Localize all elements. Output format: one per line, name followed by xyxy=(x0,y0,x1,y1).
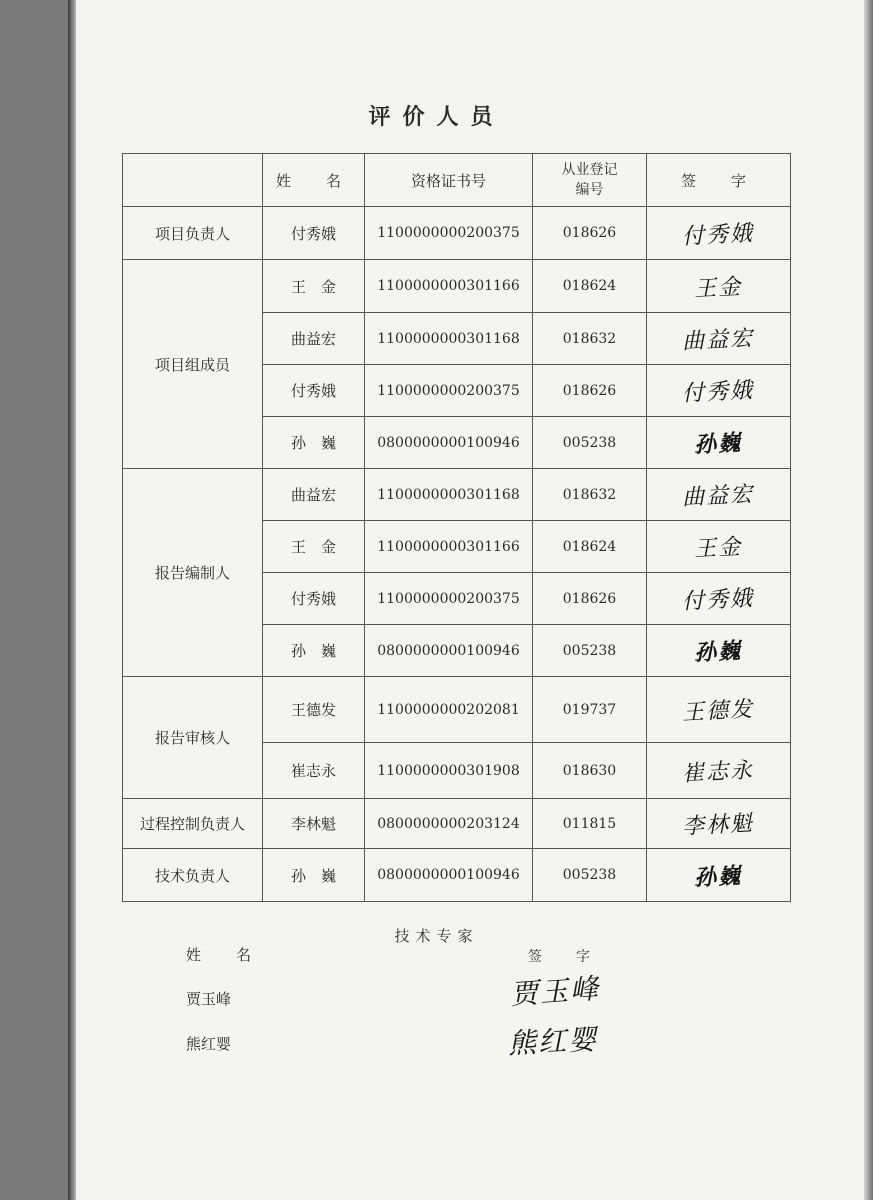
name-cell: 王德发 xyxy=(263,677,365,743)
certificate-cell: 1100000000200375 xyxy=(365,365,533,417)
role-cell: 技术负责人 xyxy=(123,849,263,902)
certificate-cell: 1100000000200375 xyxy=(365,573,533,625)
signature-cell xyxy=(647,260,791,313)
signature-cell xyxy=(647,313,791,365)
handwritten-signature: 曲益宏 xyxy=(681,326,756,355)
table-row xyxy=(123,677,791,743)
expert-name-1: 贾玉峰 xyxy=(186,990,232,1008)
certificate-cell: 1100000000200375 xyxy=(365,207,533,260)
name-cell: 曲益宏 xyxy=(263,469,365,521)
personnel-table-body xyxy=(123,154,791,902)
handwritten-signature: 孙巍 xyxy=(693,862,744,891)
certificate-cell: 0800000000100946 xyxy=(365,417,533,469)
table-row xyxy=(123,260,791,313)
registration-cell: 018624 xyxy=(533,260,647,313)
registration-cell: 018632 xyxy=(533,469,647,521)
registration-cell: 018626 xyxy=(533,365,647,417)
name-cell: 崔志永 xyxy=(263,743,365,799)
experts-name-header: 姓 名 xyxy=(186,946,262,964)
registration-cell: 018630 xyxy=(533,743,647,799)
table-row xyxy=(123,799,791,849)
name-cell: 孙 巍 xyxy=(263,849,365,902)
name-cell: 付秀娥 xyxy=(263,207,365,260)
role-cell: 项目负责人 xyxy=(123,207,263,260)
certificate-cell: 1100000000202081 xyxy=(365,677,533,743)
handwritten-signature: 王金 xyxy=(693,274,744,302)
registration-cell: 018632 xyxy=(533,313,647,365)
signature-cell xyxy=(647,799,791,849)
table-row xyxy=(123,849,791,902)
header-name: 姓 名 xyxy=(263,154,365,207)
handwritten-signature: 曲益宏 xyxy=(681,482,756,511)
expert-signature-1: 贾玉峰 xyxy=(509,971,602,1012)
handwritten-signature: 崔志永 xyxy=(681,758,756,787)
page-title: 评价人员 xyxy=(368,104,505,130)
signature-cell xyxy=(647,677,791,743)
signature-cell xyxy=(647,743,791,799)
handwritten-signature: 付秀娥 xyxy=(681,586,756,615)
handwritten-signature: 孙巍 xyxy=(693,429,744,459)
handwritten-signature: 付秀娥 xyxy=(681,378,756,407)
signature-cell xyxy=(647,207,791,260)
header-registration: 从业登记编号 xyxy=(533,154,647,207)
name-cell: 付秀娥 xyxy=(263,365,365,417)
registration-cell: 005238 xyxy=(533,625,647,677)
role-cell: 项目组成员 xyxy=(123,260,263,469)
role-cell: 过程控制负责人 xyxy=(123,799,263,849)
handwritten-signature: 付秀娥 xyxy=(681,220,756,250)
certificate-cell: 1100000000301166 xyxy=(365,521,533,573)
signature-cell xyxy=(647,573,791,625)
registration-cell: 011815 xyxy=(533,799,647,849)
handwritten-signature: 王金 xyxy=(693,534,744,563)
page-edge xyxy=(864,0,873,1200)
certificate-cell: 0800000000203124 xyxy=(365,799,533,849)
certificate-cell: 1100000000301168 xyxy=(365,313,533,365)
role-cell: 报告审核人 xyxy=(123,677,263,799)
table-header-row xyxy=(123,154,791,207)
header-certificate: 资格证书号 xyxy=(365,154,533,207)
header-signature: 签 字 xyxy=(647,154,791,207)
signature-cell xyxy=(647,469,791,521)
signature-cell xyxy=(647,849,791,902)
table-row xyxy=(123,207,791,260)
certificate-cell: 0800000000100946 xyxy=(365,625,533,677)
registration-cell: 019737 xyxy=(533,677,647,743)
name-cell: 孙 巍 xyxy=(263,417,365,469)
personnel-table xyxy=(122,153,791,902)
signature-cell xyxy=(647,417,791,469)
certificate-cell: 1100000000301168 xyxy=(365,469,533,521)
registration-cell: 018626 xyxy=(533,207,647,260)
registration-cell: 005238 xyxy=(533,417,647,469)
signature-cell xyxy=(647,365,791,417)
name-cell: 李林魁 xyxy=(263,799,365,849)
signature-cell xyxy=(647,625,791,677)
registration-cell: 018626 xyxy=(533,573,647,625)
expert-signature-2: 熊红婴 xyxy=(507,1022,599,1061)
registration-cell: 005238 xyxy=(533,849,647,902)
role-cell: 报告编制人 xyxy=(123,469,263,677)
expert-name-2: 熊红婴 xyxy=(186,1035,232,1053)
certificate-cell: 1100000000301908 xyxy=(365,743,533,799)
handwritten-signature: 孙巍 xyxy=(693,637,744,667)
table-row xyxy=(123,469,791,521)
experts-signature-header: 签 字 xyxy=(528,949,600,965)
handwritten-signature: 李林魁 xyxy=(681,811,756,840)
certificate-cell: 0800000000100946 xyxy=(365,849,533,902)
signature-cell xyxy=(647,521,791,573)
name-cell: 曲益宏 xyxy=(263,313,365,365)
handwritten-signature: 王德发 xyxy=(681,697,756,726)
experts-title: 技术专家 xyxy=(394,927,479,945)
registration-cell: 018624 xyxy=(533,521,647,573)
name-cell: 孙 巍 xyxy=(263,625,365,677)
name-cell: 王 金 xyxy=(263,521,365,573)
name-cell: 付秀娥 xyxy=(263,573,365,625)
certificate-cell: 1100000000301166 xyxy=(365,260,533,313)
name-cell: 王 金 xyxy=(263,260,365,313)
header-role-blank xyxy=(123,154,263,207)
